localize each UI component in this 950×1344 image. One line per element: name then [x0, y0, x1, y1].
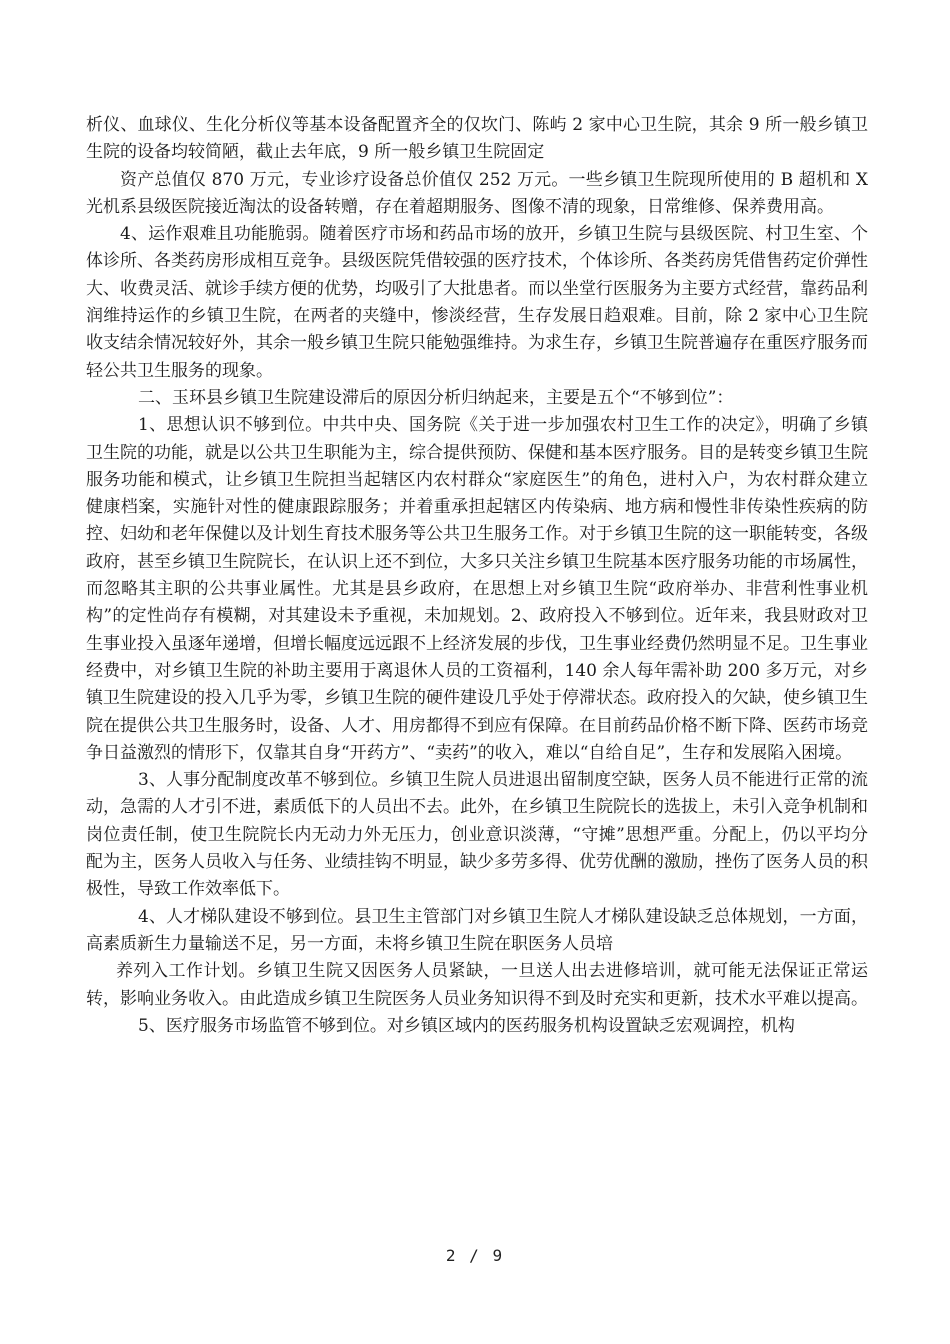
paragraph-talent-continued: 养列入工作计划。乡镇卫生院又因医务人员紧缺，一旦送人出去进修培训，就可能无法保证正常运转，影响业务收入。由此造成乡镇卫生院医务人员业务知识得不到及时充实和更新，技术水平难以提高。	[86, 961, 868, 1009]
paragraph-equipment-continued: 析仪、血球仪、生化分析仪等基本设备配置齐全的仅坎门、陈屿 2 家中心卫生院，其余 9 所一般乡镇卫生院的设备均较简陋，截止去年底，9 所一般乡镇卫生院固定	[86, 115, 868, 163]
paragraph-assets: 资产总值仅 870 万元，专业诊疗设备总价值仅 252 万元。一些乡镇卫生院现所使用的 B 超机和 X 光机系县级医院接近淘汰的设备转赠，存在着超期服务、图像不清的现象，日常维修、保养费用高。	[86, 169, 868, 217]
paragraph-operation-difficulty: 4、运作艰难且功能脆弱。随着医疗市场和药品市场的放开，乡镇卫生院与县级医院、村卫生室、个体诊所、各类药房形成相互竞争。县级医院凭借较强的医疗技术，个体诊所、各类药房凭借售药定价弹性大、收费灵活、就诊手续方便的优势，均吸引了大批患者。而以坐堂行医服务为主要方式经营，靠药品利润维持运作的乡镇卫生院，在两者的夹缝中，惨淡经营，生存发展日趋艰难。目前，除 2 家中心卫生院收支结余情况较好外，其余一般乡镇卫生院只能勉强维持。为求生存，乡镇卫生院普遍存在重医疗服务而轻公共卫生服务的现象。	[86, 224, 868, 381]
paragraph-cause-5-supervision: 5、医疗服务市场监管不够到位。对乡镇区域内的医药服务机构设置缺乏宏观调控，机构	[138, 1015, 795, 1036]
document-body	[86, 112, 868, 1040]
paragraph-cause-1-awareness: 1、思想认识不够到位。中共中央、国务院《关于进一步加强农村卫生工作的决定》，明确了乡镇卫生院的功能，就是以公共卫生职能为主，综合提供预防、保健和基本医疗服务。目的是转变乡镇卫生院服务功能和模式，让乡镇卫生院担当起辖区内农村群众“家庭医生”的角色，进村入户，为农村群众建立健康档案，实施针对性的健康跟踪服务；并着重承担起辖区内传染病、地方病和慢性非传染性疾病的防控、妇幼和老年保健以及计划生育技术服务等公共卫生服务工作。对于乡镇卫生院的这一职能转变，各级政府，甚至乡镇卫生院院长，在认识上还不到位，大多只关注乡镇卫生院基本医疗服务功能的市场属性，而忽略其主职的公共事业属性。尤其是县乡政府，在思想上对乡镇卫生院“政府举办、非营利性事业机构”的定性尚存有模糊，对其建设未予重视，未加规划。2、政府投入不够到位。近年来，我县财政对卫生事业投入虽逐年递增，但增长幅度远远跟不上经济发展的步伐，卫生事业经费仍然明显不足。卫生事业经费中，对乡镇卫生院的补助主要用于离退休人员的工资福利，140 余人每年需补助 200 多万元，对乡镇卫生院建设的投入几乎为零，乡镇卫生院的硬件建设几乎处于停滞状态。政府投入的欠缺，使乡镇卫生院在提供公共卫生服务时，设备、人才、用房都得不到应有保障。在目前药品价格不断下降、医药市场竞争日益激烈的情形下，仅靠其自身“开药方”、“卖药”的收入，难以“自给自足”，生存和发展陷入困境。	[86, 415, 868, 763]
paragraph-cause-4-talent: 4、人才梯队建设不够到位。县卫生主管部门对乡镇卫生院人才梯队建设缺乏总体规划，一方面，高素质新生力量输送不足，另一方面，未将乡镇卫生院在职医务人员培	[86, 906, 868, 954]
paragraph-cause-3-personnel: 3、人事分配制度改革不够到位。乡镇卫生院人员进退出留制度空缺，医务人员不能进行正常的流动，急需的人才引不进，素质低下的人员出不去。此外，在乡镇卫生院院长的选拔上，未引入竞争机制和岗位责任制，使卫生院院长内无动力外无压力，创业意识淡薄，“守摊”思想严重。分配上，仍以平均分配为主，医务人员收入与任务、业绩挂钩不明显，缺少多劳多得、优劳优酬的激励，挫伤了医务人员的积极性，导致工作效率低下。	[86, 770, 868, 900]
page-number: 2 / 9	[445, 1246, 505, 1265]
section-heading-causes: 二、玉环县乡镇卫生院建设滞后的原因分析归纳起来，主要是五个“不够到位”：	[138, 387, 734, 408]
